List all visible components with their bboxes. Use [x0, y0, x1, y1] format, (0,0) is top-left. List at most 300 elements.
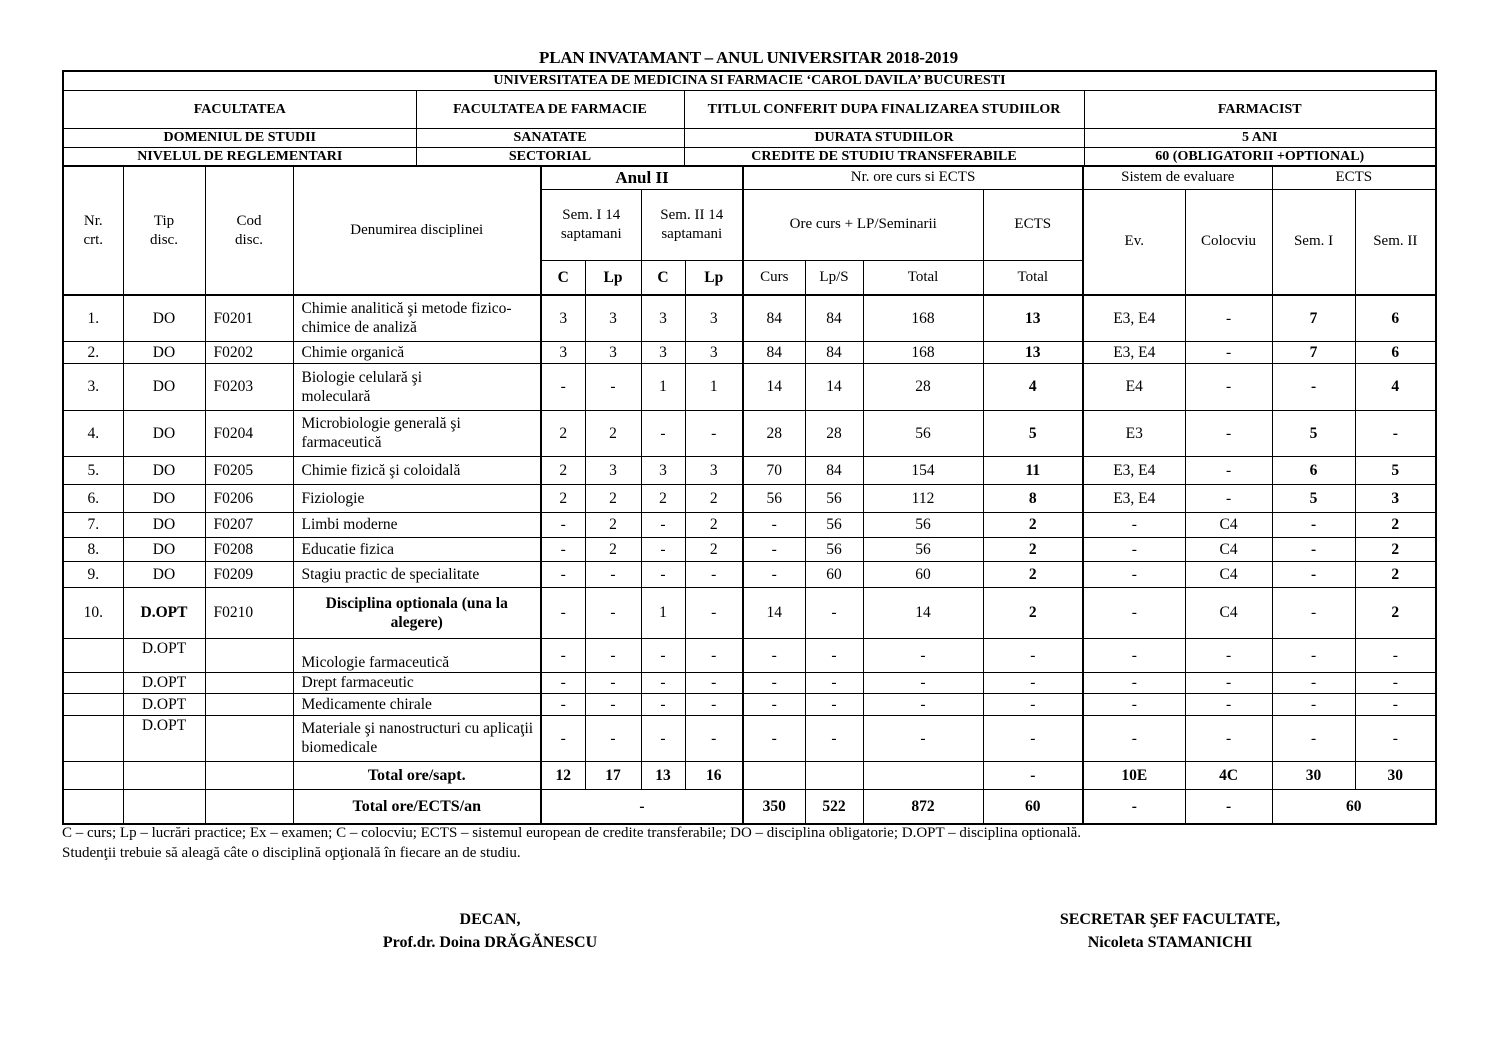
cell-s2c: - — [641, 715, 685, 761]
table-row — [63, 672, 1436, 693]
cell-total: 154 — [863, 456, 983, 484]
header-c: C — [641, 260, 685, 295]
cell-s2c: - — [641, 410, 685, 456]
table-row — [63, 561, 1436, 587]
cell-ects-sem2: - — [1355, 410, 1436, 456]
cell-ects: 13 — [983, 341, 1083, 363]
cell-total: - — [863, 715, 983, 761]
cell-s2lp: 2 — [685, 484, 743, 512]
header-lps: Lp/S — [805, 260, 863, 295]
cell-ects-sem1: 7 — [1272, 341, 1355, 363]
info-value: FACULTATEA DE FARMACIE — [416, 90, 684, 128]
cell-tip: DO — [123, 537, 205, 561]
empty-cell — [123, 761, 205, 789]
dean-name: Prof.dr. Doina DRĂGĂNESCU — [382, 934, 598, 951]
cell-s1c: - — [541, 363, 585, 410]
cell-ects-sem1: - — [1272, 638, 1355, 672]
header-denumire: Denumirea disciplinei — [293, 166, 541, 295]
cell-nr: 4. — [63, 410, 123, 456]
cell-s1c: - — [541, 587, 585, 638]
cell-curs: 28 — [743, 410, 805, 456]
total-ects-sem2: 30 — [1355, 761, 1436, 789]
info-value: FARMACIST — [1084, 90, 1436, 128]
cell-ects: 8 — [983, 484, 1083, 512]
info-label: CREDITE DE STUDIU TRANSFERABILE — [684, 147, 1084, 166]
header-c: C — [541, 260, 585, 295]
cell-total: 56 — [863, 410, 983, 456]
cell-ects-sem1: - — [1272, 715, 1355, 761]
totals-weekly-label: Total ore/sapt. — [293, 761, 541, 789]
empty-cell — [205, 789, 293, 824]
table-row — [63, 410, 1436, 456]
info-value: 5 ANI — [1084, 128, 1436, 147]
cell-s1lp: 2 — [585, 410, 641, 456]
cell-curs: 84 — [743, 295, 805, 341]
header-sem1: Sem. I 14 saptamani — [541, 189, 641, 260]
info-value: SECTORIAL — [416, 147, 684, 166]
table-row — [63, 484, 1436, 512]
cell-tip: DO — [123, 456, 205, 484]
cell-nr: 2. — [63, 341, 123, 363]
cell-ects: 2 — [983, 512, 1083, 537]
cell-s1c: 3 — [541, 341, 585, 363]
secretary-name: Nicoleta STAMANICHI — [1087, 934, 1253, 951]
totals-annual-row — [63, 789, 1436, 824]
cell-nr: 6. — [63, 484, 123, 512]
cell-curs: 14 — [743, 587, 805, 638]
cell-name: Limbi moderne — [293, 512, 541, 537]
cell-lps: 56 — [805, 537, 863, 561]
cell-name: Chimie analitică şi metode fizico-chimice de analiză — [293, 295, 541, 341]
cell-name: Chimie fizică şi coloidală — [293, 456, 541, 484]
cell-s1c: 2 — [541, 484, 585, 512]
cell-lps: - — [805, 672, 863, 693]
info-label: TITLUL CONFERIT DUPA FINALIZAREA STUDIILOR — [684, 90, 1084, 128]
cell-ev: - — [1083, 638, 1185, 672]
cell-s1c: - — [541, 693, 585, 715]
header-total: Total — [863, 260, 983, 295]
cell-tip: D.OPT — [123, 672, 205, 693]
cell-s2lp: 3 — [685, 295, 743, 341]
cell-ev: E3, E4 — [1083, 484, 1185, 512]
header-ects-total: Total — [983, 260, 1083, 295]
header-ects-sem1: Sem. I — [1272, 189, 1355, 295]
cell-cod: F0203 — [205, 363, 293, 410]
curriculum-table — [62, 165, 1437, 825]
cell-lps: 84 — [805, 341, 863, 363]
cell-name: Medicamente chirale — [293, 693, 541, 715]
table-row — [63, 456, 1436, 484]
header-lp: Lp — [685, 260, 743, 295]
total-s1c: 12 — [541, 761, 585, 789]
cell-ects: 2 — [983, 561, 1083, 587]
cell-total: 112 — [863, 484, 983, 512]
cell-curs: 14 — [743, 363, 805, 410]
cell-curs: - — [743, 561, 805, 587]
cell-ects: - — [983, 715, 1083, 761]
cell-tip: DO — [123, 341, 205, 363]
cell-s1c: 2 — [541, 410, 585, 456]
cell-curs: - — [743, 715, 805, 761]
table-row — [63, 512, 1436, 537]
cell-ev: - — [1083, 561, 1185, 587]
dean-signature — [340, 908, 640, 954]
cell-s1c: 3 — [541, 295, 585, 341]
cell-col: - — [1185, 672, 1272, 693]
cell-total: 14 — [863, 587, 983, 638]
cell-col: - — [1185, 456, 1272, 484]
cell-tip: D.OPT — [123, 587, 205, 638]
cell-s2lp: 2 — [685, 512, 743, 537]
table-row — [63, 693, 1436, 715]
cell-ects: 11 — [983, 456, 1083, 484]
cell-name: Chimie organică — [293, 341, 541, 363]
cell-ects-sem2: - — [1355, 693, 1436, 715]
cell-nr: 1. — [63, 295, 123, 341]
cell-s2c: - — [641, 693, 685, 715]
cell-s1c: - — [541, 561, 585, 587]
cell-tip: DO — [123, 484, 205, 512]
cell-nr: 8. — [63, 537, 123, 561]
cell-ects-sem2: 6 — [1355, 295, 1436, 341]
cell-tip: D.OPT — [123, 715, 205, 761]
cell-lps: 84 — [805, 295, 863, 341]
cell-tip: DO — [123, 512, 205, 537]
cell-ects: 5 — [983, 410, 1083, 456]
cell-s1c: - — [541, 672, 585, 693]
cell-ects: - — [983, 638, 1083, 672]
info-label: NIVELUL DE REGLEMENTARI — [63, 147, 416, 166]
cell-cod — [205, 638, 293, 672]
cell-name: Microbiologie generală şi farmaceutică — [293, 410, 541, 456]
cell-s1lp: 3 — [585, 295, 641, 341]
cell-col: - — [1185, 638, 1272, 672]
cell-name: Drept farmaceutic — [293, 672, 541, 693]
cell-nr — [63, 715, 123, 761]
header-sistem-evaluare: Sistem de evaluare — [1083, 166, 1272, 189]
table-row — [63, 341, 1436, 363]
cell-nr — [63, 693, 123, 715]
header-sem2: Sem. II 14 saptamani — [641, 189, 743, 260]
cell-col: - — [1185, 363, 1272, 410]
cell-s1lp: - — [585, 363, 641, 410]
cell-cod: F0206 — [205, 484, 293, 512]
cell-ects-sem2: 6 — [1355, 341, 1436, 363]
cell-curs: - — [743, 638, 805, 672]
cell-ects-sem1: - — [1272, 512, 1355, 537]
info-label: DOMENIUL DE STUDII — [63, 128, 416, 147]
cell-ev: E3, E4 — [1083, 341, 1185, 363]
cell-nr: 5. — [63, 456, 123, 484]
cell-ects-sem2: - — [1355, 715, 1436, 761]
cell-tip: DO — [123, 561, 205, 587]
cell-ects: 2 — [983, 587, 1083, 638]
cell-name: Stagiu practic de specialitate — [293, 561, 541, 587]
secretary-signature — [1020, 908, 1320, 954]
cell-nr — [63, 672, 123, 693]
cell-ects-sem1: - — [1272, 587, 1355, 638]
cell-lps: 14 — [805, 363, 863, 410]
cell-s1lp: 3 — [585, 456, 641, 484]
cell-total: 56 — [863, 512, 983, 537]
cell-col: C4 — [1185, 512, 1272, 537]
total-col: 4C — [1185, 761, 1272, 789]
empty-cell — [123, 789, 205, 824]
annual-col: - — [1185, 789, 1272, 824]
cell-total: 168 — [863, 295, 983, 341]
cell-ects-sem1: - — [1272, 363, 1355, 410]
rule-note: Studenţii trebuie să aleagă câte o disciplină opţională în fiecare an de studiu. — [62, 845, 521, 861]
cell-lps: 56 — [805, 512, 863, 537]
cell-ects-sem1: - — [1272, 561, 1355, 587]
cell-cod: F0202 — [205, 341, 293, 363]
empty-cell — [205, 761, 293, 789]
cell-cod: F0204 — [205, 410, 293, 456]
cell-s2c: 1 — [641, 363, 685, 410]
empty-cell — [63, 789, 123, 824]
cell-ects: - — [983, 693, 1083, 715]
table-row — [63, 715, 1436, 761]
cell-name: Materiale şi nanostructuri cu aplicaţii biomedicale — [293, 715, 541, 761]
cell-curs: 84 — [743, 341, 805, 363]
cell-s2lp: - — [685, 672, 743, 693]
cell-s2lp: 1 — [685, 363, 743, 410]
header-curs: Curs — [743, 260, 805, 295]
cell-ev: - — [1083, 587, 1185, 638]
empty-cell — [863, 761, 983, 789]
header-anul: Anul II — [541, 166, 743, 189]
cell-lps: - — [805, 638, 863, 672]
cell-ects-sem2: - — [1355, 638, 1436, 672]
annual-curs: 350 — [743, 789, 805, 824]
total-s2lp: 16 — [685, 761, 743, 789]
cell-ects-sem2: 5 — [1355, 456, 1436, 484]
cell-tip: D.OPT — [123, 693, 205, 715]
cell-ects-sem1: - — [1272, 537, 1355, 561]
cell-s1lp: 2 — [585, 537, 641, 561]
cell-cod — [205, 715, 293, 761]
cell-col: C4 — [1185, 537, 1272, 561]
cell-name: Disciplina optionala (una la alegere) — [293, 587, 541, 638]
annual-hours-dash: - — [541, 789, 743, 824]
total-s1lp: 17 — [585, 761, 641, 789]
total-ects-sem1: 30 — [1272, 761, 1355, 789]
header-colocviu: Colocviu — [1185, 189, 1272, 295]
cell-s1lp: - — [585, 638, 641, 672]
annual-total: 872 — [863, 789, 983, 824]
cell-col: - — [1185, 715, 1272, 761]
cell-curs: - — [743, 672, 805, 693]
cell-ects-sem1: 5 — [1272, 410, 1355, 456]
cell-nr: 10. — [63, 587, 123, 638]
header-ev: Ev. — [1083, 189, 1185, 295]
cell-col: C4 — [1185, 587, 1272, 638]
cell-ects: 2 — [983, 537, 1083, 561]
cell-ev: E3, E4 — [1083, 295, 1185, 341]
totals-weekly-row — [63, 761, 1436, 789]
cell-s2lp: - — [685, 410, 743, 456]
cell-total: 168 — [863, 341, 983, 363]
cell-s2c: 1 — [641, 587, 685, 638]
annual-lps: 522 — [805, 789, 863, 824]
cell-s2c: 2 — [641, 484, 685, 512]
cell-ects-sem2: - — [1355, 672, 1436, 693]
totals-annual-label: Total ore/ECTS/an — [293, 789, 541, 824]
header-ects: ECTS — [983, 189, 1083, 260]
header-tip: Tip disc. — [123, 166, 205, 295]
info-table — [62, 70, 1437, 167]
cell-s1c: - — [541, 537, 585, 561]
cell-nr: 9. — [63, 561, 123, 587]
annual-ev: - — [1083, 789, 1185, 824]
cell-col: - — [1185, 693, 1272, 715]
cell-ev: - — [1083, 672, 1185, 693]
header-lp: Lp — [585, 260, 641, 295]
cell-ev: E4 — [1083, 363, 1185, 410]
cell-s1c: 2 — [541, 456, 585, 484]
cell-ects-sem1: 6 — [1272, 456, 1355, 484]
info-label: FACULTATEA — [63, 90, 416, 128]
cell-s2lp: 3 — [685, 341, 743, 363]
cell-s2c: 3 — [641, 341, 685, 363]
empty-cell — [805, 761, 863, 789]
empty-cell — [743, 761, 805, 789]
cell-ects-sem2: 3 — [1355, 484, 1436, 512]
cell-s2lp: 2 — [685, 537, 743, 561]
table-row — [63, 587, 1436, 638]
cell-ects-sem2: 2 — [1355, 587, 1436, 638]
cell-nr: 7. — [63, 512, 123, 537]
cell-name: Fiziologie — [293, 484, 541, 512]
cell-ev: - — [1083, 537, 1185, 561]
table-row — [63, 638, 1436, 672]
cell-name: Educatie fizica — [293, 537, 541, 561]
cell-lps: - — [805, 587, 863, 638]
cell-s1c: - — [541, 715, 585, 761]
cell-s2lp: - — [685, 587, 743, 638]
cell-name: Biologie celulară şi moleculară — [293, 363, 541, 410]
cell-total: 60 — [863, 561, 983, 587]
cell-ects-sem2: 4 — [1355, 363, 1436, 410]
cell-cod — [205, 693, 293, 715]
cell-col: - — [1185, 410, 1272, 456]
cell-total: - — [863, 672, 983, 693]
header-nr-ore: Nr. ore curs si ECTS — [743, 166, 1083, 189]
cell-ects: 13 — [983, 295, 1083, 341]
cell-cod: F0201 — [205, 295, 293, 341]
cell-curs: - — [743, 693, 805, 715]
cell-ects-sem1: - — [1272, 672, 1355, 693]
cell-ev: E3 — [1083, 410, 1185, 456]
cell-ects-sem2: 2 — [1355, 561, 1436, 587]
total-ev: 10E — [1083, 761, 1185, 789]
cell-lps: - — [805, 693, 863, 715]
cell-ects-sem1: 5 — [1272, 484, 1355, 512]
cell-s2c: - — [641, 638, 685, 672]
cell-lps: 84 — [805, 456, 863, 484]
total-s2c: 13 — [641, 761, 685, 789]
table-row — [63, 537, 1436, 561]
cell-ects: 4 — [983, 363, 1083, 410]
header-ects-sem2: Sem. II — [1355, 189, 1436, 295]
cell-s1lp: - — [585, 561, 641, 587]
table-row — [63, 363, 1436, 410]
cell-tip: D.OPT — [123, 638, 205, 672]
cell-s1lp: - — [585, 693, 641, 715]
cell-col: - — [1185, 484, 1272, 512]
cell-s1lp: 2 — [585, 512, 641, 537]
info-label: DURATA STUDIILOR — [684, 128, 1084, 147]
cell-curs: - — [743, 537, 805, 561]
cell-s2c: - — [641, 512, 685, 537]
dean-title: DECAN, — [459, 911, 521, 928]
cell-ects-sem1: - — [1272, 693, 1355, 715]
cell-total: 56 — [863, 537, 983, 561]
cell-cod: F0209 — [205, 561, 293, 587]
cell-ev: - — [1083, 693, 1185, 715]
cell-tip: DO — [123, 363, 205, 410]
table-row — [63, 295, 1436, 341]
cell-s1lp: - — [585, 672, 641, 693]
cell-total: - — [863, 693, 983, 715]
cell-lps: 60 — [805, 561, 863, 587]
cell-ects-sem2: 2 — [1355, 512, 1436, 537]
info-value: SANATATE — [416, 128, 684, 147]
cell-s2c: - — [641, 672, 685, 693]
cell-name: Micologie farmaceutică — [293, 638, 541, 672]
cell-s1lp: - — [585, 587, 641, 638]
cell-lps: 28 — [805, 410, 863, 456]
cell-s1c: - — [541, 512, 585, 537]
cell-cod: F0207 — [205, 512, 293, 537]
cell-nr — [63, 638, 123, 672]
cell-s2c: - — [641, 561, 685, 587]
cell-tip: DO — [123, 410, 205, 456]
cell-cod: F0210 — [205, 587, 293, 638]
cell-s2lp: - — [685, 561, 743, 587]
info-value: 60 (OBLIGATORII +OPTIONAL) — [1084, 147, 1436, 166]
cell-lps: 56 — [805, 484, 863, 512]
cell-s2lp: - — [685, 715, 743, 761]
university-name: UNIVERSITATEA DE MEDICINA SI FARMACIE ‘CAROL DAVILA’ BUCURESTI — [63, 71, 1436, 90]
cell-s2c: - — [641, 537, 685, 561]
cell-curs: - — [743, 512, 805, 537]
header-ore-curs-lp: Ore curs + LP/Seminarii — [743, 189, 983, 260]
annual-ects-sum: 60 — [1272, 789, 1436, 824]
header-ects-group: ECTS — [1272, 166, 1436, 189]
cell-curs: 56 — [743, 484, 805, 512]
cell-s2lp: 3 — [685, 456, 743, 484]
empty-cell — [63, 761, 123, 789]
cell-s2lp: - — [685, 638, 743, 672]
total-ects: - — [983, 761, 1083, 789]
cell-ev: - — [1083, 715, 1185, 761]
cell-col: C4 — [1185, 561, 1272, 587]
cell-s2c: 3 — [641, 456, 685, 484]
cell-nr: 3. — [63, 363, 123, 410]
cell-cod: F0205 — [205, 456, 293, 484]
cell-total: - — [863, 638, 983, 672]
cell-ects-sem1: 7 — [1272, 295, 1355, 341]
cell-s2c: 3 — [641, 295, 685, 341]
cell-lps: - — [805, 715, 863, 761]
cell-ev: - — [1083, 512, 1185, 537]
cell-ev: E3, E4 — [1083, 456, 1185, 484]
document-title: PLAN INVATAMANT – ANUL UNIVERSITAR 2018-2019 — [539, 48, 958, 67]
cell-s1lp: 3 — [585, 341, 641, 363]
cell-s1lp: 2 — [585, 484, 641, 512]
cell-tip: DO — [123, 295, 205, 341]
